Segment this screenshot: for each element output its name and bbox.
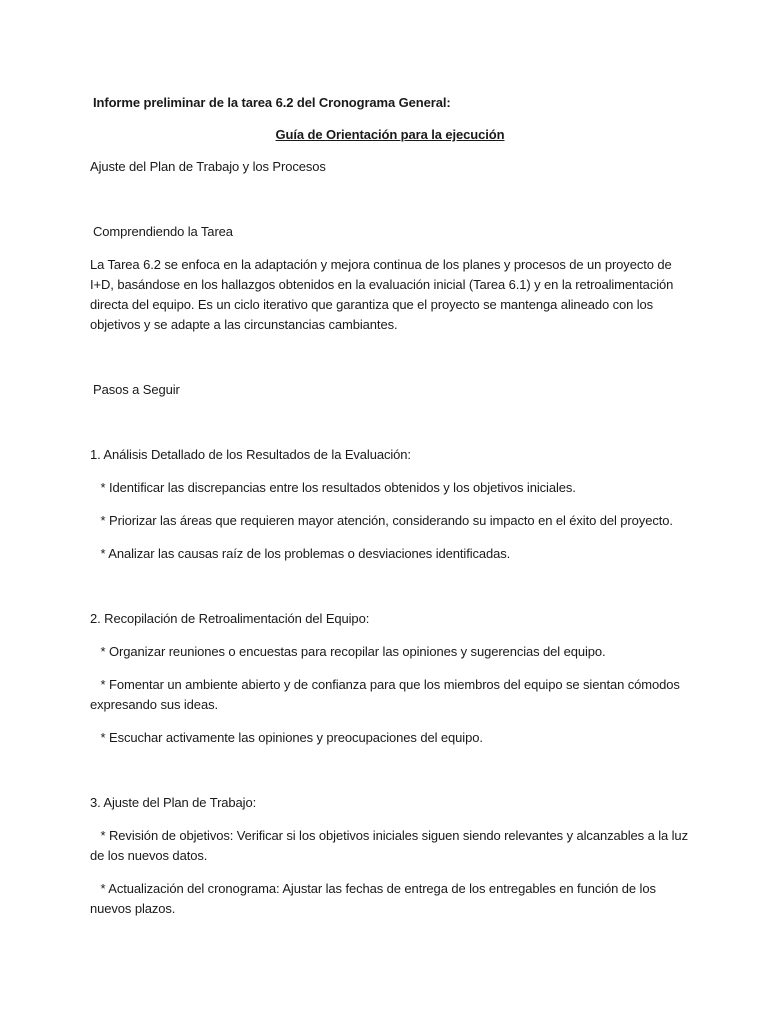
step1-bullet: * Analizar las causas raíz de los problemas o desviaciones identificadas. [100, 546, 511, 561]
step2-heading: 2. Recopilación de Retroalimentación del Equipo: [90, 611, 370, 626]
step3-bullet: * Revisión de objetivos: Verificar si los objetivos iniciales siguen siendo relevantes y alcanzables a la luz de los nuevos datos. [90, 828, 688, 863]
document-subtitle: Guía de Orientación para la ejecución [275, 127, 505, 142]
section-body-understanding: La Tarea 6.2 se enfoca en la adaptación y mejora continua de los planes y procesos de un proyecto de I+D, basándose en los hallazgos obtenidos en la evaluación inicial (Tarea 6.1) y en la retroalimentación directa del equipo. Es un ciclo iterativo que garantiza que el proyecto se mantenga alineado con los objetivos y se adapte a las circunstancias cambiantes. [90, 257, 674, 332]
intro-line: Ajuste del Plan de Trabajo y los Procesos [90, 159, 326, 174]
step1-bullet: * Priorizar las áreas que requieren mayor atención, considerando su impacto en el éxito del proyecto. [100, 513, 673, 528]
step3-heading: 3. Ajuste del Plan de Trabajo: [90, 795, 257, 810]
step2-bullet: * Organizar reuniones o encuestas para recopilar las opiniones y sugerencias del equipo. [100, 644, 606, 659]
document-title: Informe preliminar de la tarea 6.2 del Cronograma General: [93, 95, 451, 110]
step1-heading: 1. Análisis Detallado de los Resultados de la Evaluación: [90, 447, 411, 462]
step2-bullet: * Escuchar activamente las opiniones y preocupaciones del equipo. [100, 730, 483, 745]
section-heading-understanding: Comprendiendo la Tarea [93, 224, 233, 239]
step2-bullet: * Fomentar un ambiente abierto y de confianza para que los miembros del equipo se sientan cómodos expresando sus ideas. [90, 677, 680, 712]
document-content [90, 93, 690, 919]
step1-bullet: * Identificar las discrepancias entre los resultados obtenidos y los objetivos iniciales. [100, 480, 576, 495]
step3-bullet: * Actualización del cronograma: Ajustar las fechas de entrega de los entregables en función de los nuevos plazos. [90, 881, 656, 916]
section-heading-steps: Pasos a Seguir [93, 382, 180, 397]
